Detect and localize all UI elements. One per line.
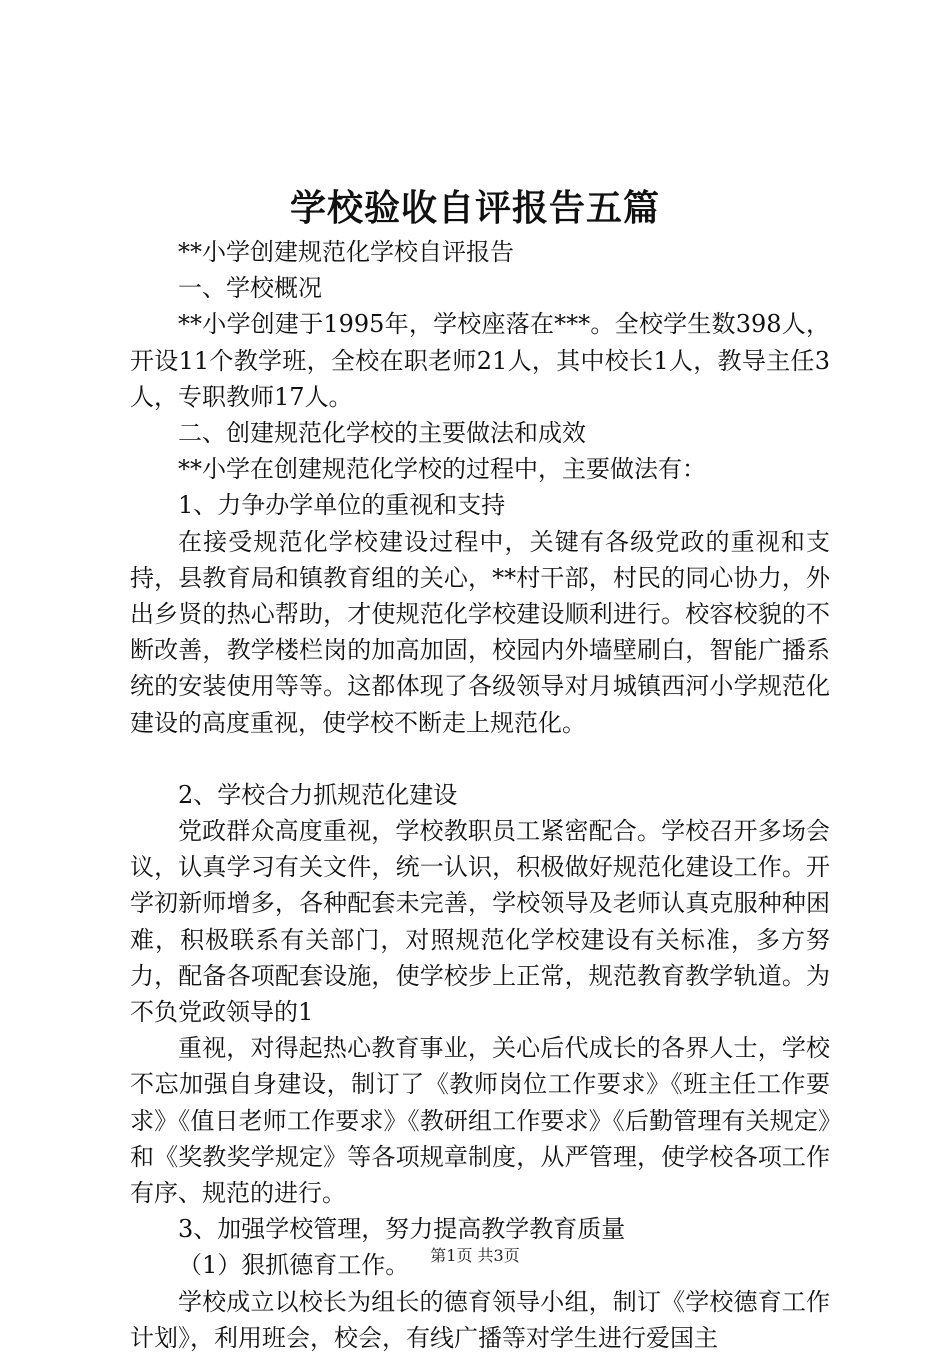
subsection-heading: 2、学校合力抓规范化建设 xyxy=(178,780,458,809)
section-heading: 一、学校概况 xyxy=(178,274,322,303)
body-paragraph: 重视，对得起热心教育事业，关心后代成长的各界人士，学校不忘加强自身建设，制订了《教师岗位工作要求》《班主任工作要求》《值日老师工作要求》《教研组工作要求》《后勤管理有关规定》和《奖教奖学规定》等各项规章制度，从严管理，使学校各项工作有序、规范的进行。 xyxy=(130,1034,830,1208)
body-paragraph: **小学在创建规范化学校的过程中，主要做法有： xyxy=(178,455,706,484)
subsection-heading: 1、力争办学单位的重视和支持 xyxy=(178,491,506,520)
page-number-footer: 第1页 共3页 xyxy=(430,1246,520,1265)
document-body xyxy=(130,234,830,1356)
section-heading: 二、创建规范化学校的主要做法和成效 xyxy=(178,419,586,448)
body-paragraph: 在接受规范化学校建设过程中，关键有各级党政的重视和支持，县教育局和镇教育组的关心，**村干部，村民的同心协力，外出乡贤的热心帮助，才使规范化学校建设顺利进行。校容校貌的不断改善，教学楼栏岗的加高加固，校园内外墙壁刷白，智能广播系统的安装使用等等。这都体现了各级领导对月城镇西河小学规范化建设的高度重视，使学校不断走上规范化。 xyxy=(130,527,830,737)
body-paragraph: **小学创建于1995年，学校座落在***。全校学生数398人，开设11个教学班，全校在职老师21人，其中校长1人，教导主任3人，专职教师17人。 xyxy=(130,310,830,411)
document-title: 学校验收自评报告五篇 xyxy=(289,187,660,229)
body-paragraph: 党政群众高度重视，学校教职员工紧密配合。学校召开多场会议，认真学习有关文件，统一认识，积极做好规范化建设工作。开学初新师增多，各种配套未完善，学校领导及老师认真克服种种困难，积极联系有关部门，对照规范化学校建设有关标准，多方努力，配备各项配套设施，使学校步上正常，规范教育教学轨道。为不负党政领导的1 xyxy=(130,817,830,1027)
item-heading: （1）狠抓德育工作。 xyxy=(178,1251,410,1280)
body-paragraph: 学校成立以校长为组长的德育领导小组，制订《学校德育工作计划》，利用班会，校会，有线广播等对学生进行爱国主 xyxy=(130,1287,830,1352)
report-subtitle: **小学创建规范化学校自评报告 xyxy=(178,238,514,266)
subsection-heading: 3、加强学校管理，努力提高教学教育质量 xyxy=(178,1215,626,1244)
